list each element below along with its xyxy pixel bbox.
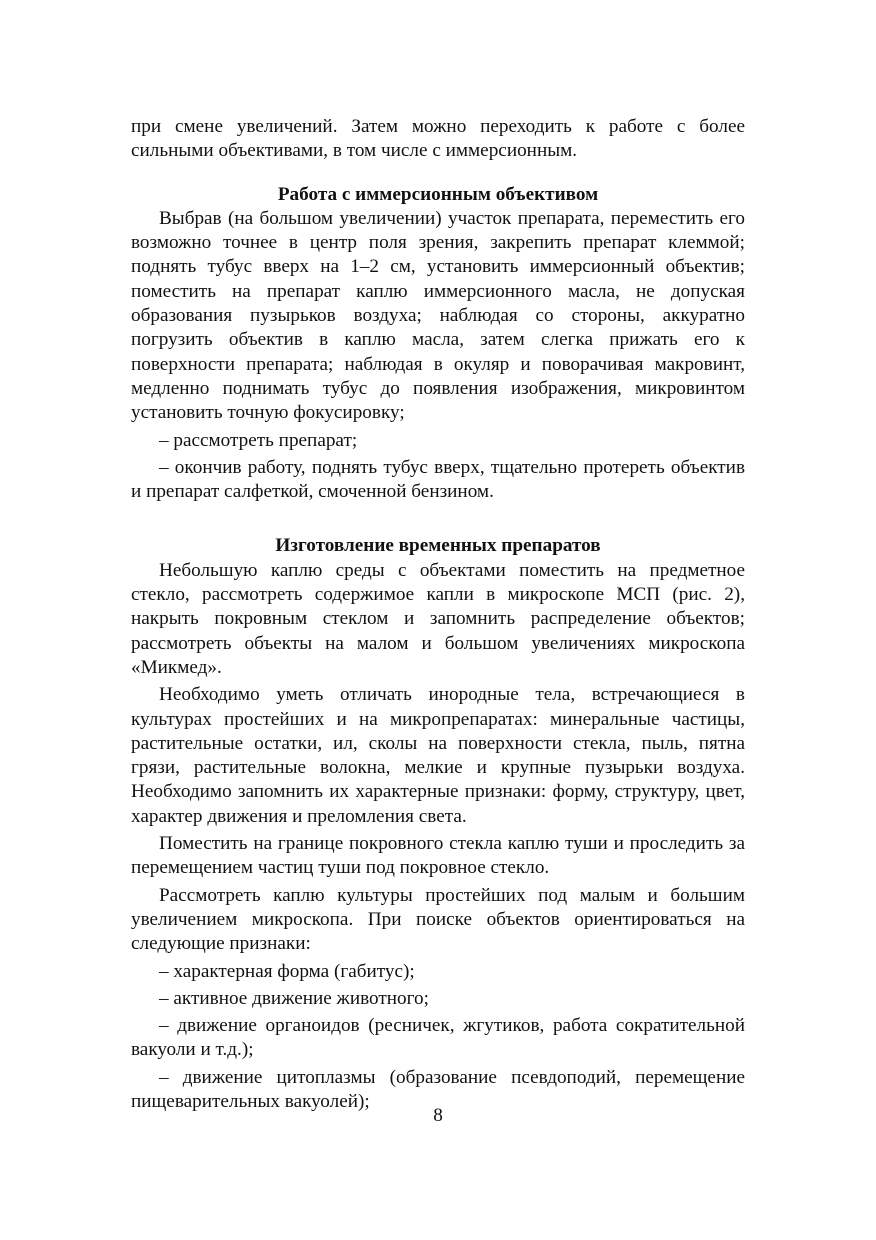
paragraph-immersion: Выбрав (на большом увеличении) участок препарата, переместить его возможно точнее в центр поля зрения, закрепить препарат клеммой; поднять тубус вверх на 1–2 см, установить иммерсионный объектив; поместить на препарат каплю иммерсионного масла, не допуская образования пузырьков воздуха; наблюдая со стороны, аккуратно погрузить объектив в каплю масла, затем слегка прижать его к поверхности препарата; наблюдая в окуляр и поворачивая макровинт, медленно поднимать тубус до появления изображения, микровинтом установить точную фокусировку;: [131, 207, 745, 424]
paragraph: Поместить на границе покровного стекла каплю туши и проследить за перемещением частиц туши под покровное стекло.: [131, 833, 745, 879]
page-body: [131, 115, 745, 1114]
list-item: – движение органоидов (ресничек, жгутиков, работа сократительной вакуоли и т.д.);: [131, 1015, 745, 1061]
paragraph: Рассмотреть каплю культуры простейших под малым и большим увеличением микроскопа. При поиске объектов ориентироваться на следующие признаки:: [131, 884, 745, 955]
list-item: – движение цитоплазмы (образование псевдоподий, перемещение пищеварительных вакуолей);: [131, 1066, 745, 1112]
section-heading-immersion: Работа с иммерсионным объективом: [277, 183, 599, 205]
section-heading-temporary-slides: Изготовление временных препаратов: [275, 535, 601, 557]
page-number: 8: [433, 1105, 443, 1126]
list-item: – активное движение животного;: [159, 987, 429, 1009]
paragraph: Небольшую каплю среды с объектами поместить на предметное стекло, рассмотреть содержимое капли в микроскопе МСП (рис. 2), накрыть покровным стеклом и запомнить распределение объектов; рассмотреть объекты на малом и большом увеличениях микроскопа «Микмед».: [131, 559, 745, 678]
list-item: – рассмотреть препарат;: [159, 429, 358, 451]
list-item: – окончив работу, поднять тубус вверх, тщательно протереть объектив и препарат салфеткой, смоченной бензином.: [131, 456, 745, 503]
list-item: – характерная форма (габитус);: [159, 960, 415, 982]
paragraph: Необходимо уметь отличать инородные тела, встречающиеся в культурах простейших и на микропрепаратах: минеральные частицы, растительные остатки, ил, сколы на поверхности стекла, пыль, пятна грязи, растительные волокна, мелкие и крупные пузырьки воздуха. Необходимо запомнить их характерные признаки: форму, структуру, цвет, характер движения и преломления света.: [131, 684, 745, 827]
continuation-paragraph: при смене увеличений. Затем можно переходить к работе с более сильными объективами, в том числе с иммерсионным.: [131, 116, 745, 162]
